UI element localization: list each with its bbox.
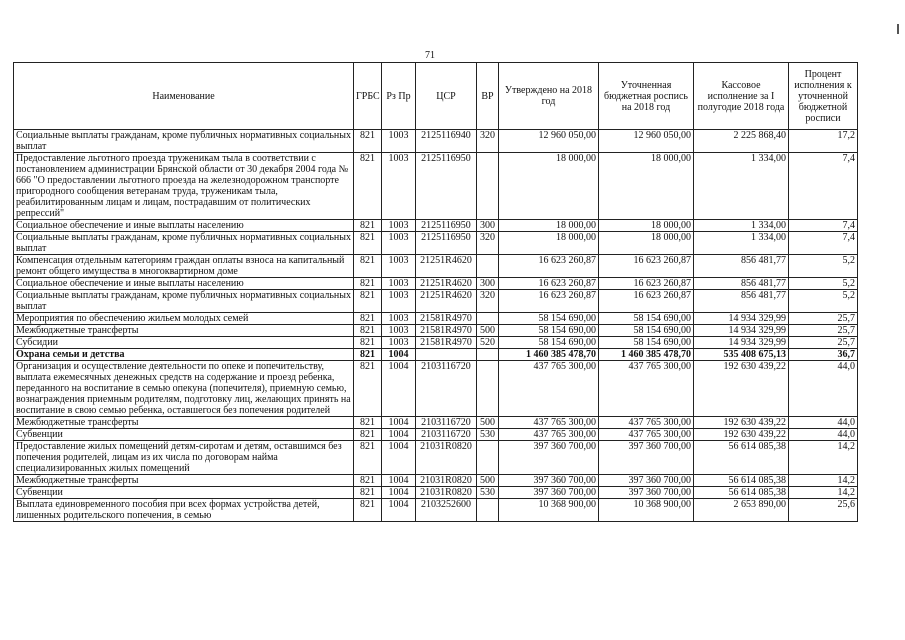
table-row xyxy=(14,499,858,522)
cell-rzpr: 1003 xyxy=(382,130,416,153)
cell-rzpr: 1003 xyxy=(382,278,416,290)
cell-rzpr: 1004 xyxy=(382,361,416,417)
cell-approved: 16 623 260,87 xyxy=(499,278,599,290)
cell-vr xyxy=(477,499,499,522)
cell-grbs: 821 xyxy=(354,349,382,361)
cell-name: Социальные выплаты гражданам, кроме публичных нормативных социальных выплат xyxy=(14,130,354,153)
cell-csr: 2125116950 xyxy=(416,220,477,232)
cell-name: Мероприятия по обеспечению жильем молодых семей xyxy=(14,313,354,325)
cell-refined: 18 000,00 xyxy=(599,232,694,255)
cell-name: Социальные выплаты гражданам, кроме публичных нормативных социальных выплат xyxy=(14,290,354,313)
cell-vr: 320 xyxy=(477,130,499,153)
cell-vr xyxy=(477,361,499,417)
cell-csr: 2125116950 xyxy=(416,232,477,255)
cell-refined: 437 765 300,00 xyxy=(599,417,694,429)
cell-csr: 21031R0820 xyxy=(416,487,477,499)
cell-approved: 16 623 260,87 xyxy=(499,290,599,313)
cell-grbs: 821 xyxy=(354,499,382,522)
cell-percent: 14,2 xyxy=(789,441,858,475)
cell-csr: 21251R4620 xyxy=(416,278,477,290)
cell-executed: 2 653 890,00 xyxy=(694,499,789,522)
cell-grbs: 821 xyxy=(354,417,382,429)
table-row xyxy=(14,153,858,220)
cell-vr: 300 xyxy=(477,220,499,232)
cell-approved: 1 460 385 478,70 xyxy=(499,349,599,361)
cell-name: Охрана семьи и детства xyxy=(14,349,354,361)
cell-percent: 5,2 xyxy=(789,255,858,278)
cell-name: Выплата единовременного пособия при всех формах устройства детей, лишенных родительского попечения, в семью xyxy=(14,499,354,522)
cell-grbs: 821 xyxy=(354,429,382,441)
cell-vr: 300 xyxy=(477,278,499,290)
cell-csr: 21251R4620 xyxy=(416,255,477,278)
cell-vr: 320 xyxy=(477,232,499,255)
cell-refined: 1 460 385 478,70 xyxy=(599,349,694,361)
cell-approved: 437 765 300,00 xyxy=(499,361,599,417)
cell-percent: 5,2 xyxy=(789,290,858,313)
cell-approved: 397 360 700,00 xyxy=(499,441,599,475)
table-row xyxy=(14,220,858,232)
table-row xyxy=(14,278,858,290)
cell-rzpr: 1003 xyxy=(382,337,416,349)
cell-vr xyxy=(477,313,499,325)
cell-grbs: 821 xyxy=(354,487,382,499)
cell-approved: 18 000,00 xyxy=(499,220,599,232)
header-vr: ВР xyxy=(477,63,499,130)
header-approved: Утверждено на 2018 год xyxy=(499,63,599,130)
cell-vr: 500 xyxy=(477,325,499,337)
cell-approved: 437 765 300,00 xyxy=(499,417,599,429)
cell-percent: 44,0 xyxy=(789,429,858,441)
cell-executed: 14 934 329,99 xyxy=(694,325,789,337)
cell-name: Социальные выплаты гражданам, кроме публичных нормативных социальных выплат xyxy=(14,232,354,255)
cell-name: Межбюджетные трансферты xyxy=(14,475,354,487)
header-name: Наименование xyxy=(14,63,354,130)
cell-vr xyxy=(477,349,499,361)
cell-refined: 397 360 700,00 xyxy=(599,487,694,499)
header-refined: Уточненная бюджетная роспись на 2018 год xyxy=(599,63,694,130)
cell-refined: 10 368 900,00 xyxy=(599,499,694,522)
cell-percent: 7,4 xyxy=(789,153,858,220)
cell-percent: 25,6 xyxy=(789,499,858,522)
table-row xyxy=(14,290,858,313)
cell-percent: 7,4 xyxy=(789,232,858,255)
cell-csr: 2125116940 xyxy=(416,130,477,153)
cell-percent: 36,7 xyxy=(789,349,858,361)
cell-csr: 2103252600 xyxy=(416,499,477,522)
table-row xyxy=(14,487,858,499)
cell-approved: 58 154 690,00 xyxy=(499,325,599,337)
cell-executed: 56 614 085,38 xyxy=(694,487,789,499)
cell-executed: 1 334,00 xyxy=(694,220,789,232)
cell-refined: 397 360 700,00 xyxy=(599,475,694,487)
cell-refined: 397 360 700,00 xyxy=(599,441,694,475)
cell-refined: 58 154 690,00 xyxy=(599,313,694,325)
cell-grbs: 821 xyxy=(354,220,382,232)
cell-refined: 437 765 300,00 xyxy=(599,361,694,417)
cell-csr xyxy=(416,349,477,361)
cell-csr: 2103116720 xyxy=(416,361,477,417)
page-number: 71 xyxy=(425,50,435,61)
cell-csr: 21251R4620 xyxy=(416,290,477,313)
header-grbs: ГРБС xyxy=(354,63,382,130)
cell-percent: 7,4 xyxy=(789,220,858,232)
table-row xyxy=(14,429,858,441)
cell-rzpr: 1004 xyxy=(382,429,416,441)
cell-rzpr: 1003 xyxy=(382,325,416,337)
cell-executed: 856 481,77 xyxy=(694,290,789,313)
table-row xyxy=(14,349,858,361)
cell-grbs: 821 xyxy=(354,361,382,417)
cell-rzpr: 1004 xyxy=(382,499,416,522)
cell-grbs: 821 xyxy=(354,255,382,278)
cell-csr: 21581R4970 xyxy=(416,313,477,325)
table-row xyxy=(14,232,858,255)
cell-refined: 16 623 260,87 xyxy=(599,255,694,278)
cell-vr: 500 xyxy=(477,475,499,487)
cell-executed: 14 934 329,99 xyxy=(694,337,789,349)
cell-refined: 16 623 260,87 xyxy=(599,278,694,290)
header-percent: Процент исполнения к уточненной бюджетной росписи xyxy=(789,63,858,130)
table-row xyxy=(14,475,858,487)
table-header-row xyxy=(14,63,858,130)
cell-grbs: 821 xyxy=(354,130,382,153)
cell-percent: 14,2 xyxy=(789,475,858,487)
cell-name: Социальное обеспечение и иные выплаты населению xyxy=(14,220,354,232)
cell-name: Субвенции xyxy=(14,487,354,499)
cell-vr: 530 xyxy=(477,487,499,499)
cell-executed: 56 614 085,38 xyxy=(694,441,789,475)
cell-approved: 397 360 700,00 xyxy=(499,475,599,487)
cell-csr: 21581R4970 xyxy=(416,325,477,337)
cell-csr: 21031R0820 xyxy=(416,475,477,487)
table-row xyxy=(14,255,858,278)
cell-percent: 44,0 xyxy=(789,417,858,429)
cell-vr: 320 xyxy=(477,290,499,313)
cell-rzpr: 1003 xyxy=(382,153,416,220)
cell-name: Межбюджетные трансферты xyxy=(14,325,354,337)
cell-name: Компенсация отдельным категориям граждан оплаты взноса на капитальный ремонт общего имущества в многоквартирном доме xyxy=(14,255,354,278)
cell-csr: 21581R4970 xyxy=(416,337,477,349)
cell-approved: 437 765 300,00 xyxy=(499,429,599,441)
cell-approved: 397 360 700,00 xyxy=(499,487,599,499)
cell-rzpr: 1004 xyxy=(382,475,416,487)
cell-approved: 16 623 260,87 xyxy=(499,255,599,278)
cell-grbs: 821 xyxy=(354,475,382,487)
table-row xyxy=(14,325,858,337)
cell-csr: 21031R0820 xyxy=(416,441,477,475)
cell-executed: 2 225 868,40 xyxy=(694,130,789,153)
cell-percent: 44,0 xyxy=(789,361,858,417)
cell-name: Межбюджетные трансферты xyxy=(14,417,354,429)
cell-executed: 14 934 329,99 xyxy=(694,313,789,325)
cell-rzpr: 1003 xyxy=(382,232,416,255)
cell-executed: 192 630 439,22 xyxy=(694,417,789,429)
cell-executed: 1 334,00 xyxy=(694,153,789,220)
cell-refined: 58 154 690,00 xyxy=(599,325,694,337)
cell-name: Организация и осуществление деятельности по опеке и попечительству, выплата ежемесячных денежных средств на содержание и проезд ребенка, переданного на воспитание в семью опекуна (попечителя), приемную семью, вознаграждения приемным родителям, подготовку лиц, желающих принять на воспитание в свою семью ребенка, оставшегося без попечения родителей xyxy=(14,361,354,417)
cell-rzpr: 1004 xyxy=(382,417,416,429)
cell-vr xyxy=(477,441,499,475)
cell-grbs: 821 xyxy=(354,290,382,313)
cell-percent: 5,2 xyxy=(789,278,858,290)
cell-executed: 1 334,00 xyxy=(694,232,789,255)
cell-executed: 535 408 675,13 xyxy=(694,349,789,361)
scan-mark xyxy=(897,24,899,34)
cell-approved: 10 368 900,00 xyxy=(499,499,599,522)
cell-executed: 192 630 439,22 xyxy=(694,361,789,417)
cell-executed: 192 630 439,22 xyxy=(694,429,789,441)
cell-refined: 437 765 300,00 xyxy=(599,429,694,441)
cell-refined: 12 960 050,00 xyxy=(599,130,694,153)
cell-rzpr: 1004 xyxy=(382,349,416,361)
cell-refined: 18 000,00 xyxy=(599,220,694,232)
cell-approved: 18 000,00 xyxy=(499,232,599,255)
cell-percent: 17,2 xyxy=(789,130,858,153)
cell-vr xyxy=(477,255,499,278)
table-row xyxy=(14,361,858,417)
cell-vr: 500 xyxy=(477,417,499,429)
cell-executed: 856 481,77 xyxy=(694,255,789,278)
cell-grbs: 821 xyxy=(354,325,382,337)
table-row xyxy=(14,130,858,153)
cell-percent: 25,7 xyxy=(789,337,858,349)
header-rzpr: Рз Пр xyxy=(382,63,416,130)
cell-vr xyxy=(477,153,499,220)
cell-approved: 58 154 690,00 xyxy=(499,337,599,349)
cell-vr: 530 xyxy=(477,429,499,441)
cell-grbs: 821 xyxy=(354,232,382,255)
cell-refined: 18 000,00 xyxy=(599,153,694,220)
cell-grbs: 821 xyxy=(354,337,382,349)
cell-name: Предоставление жилых помещений детям-сиротам и детям, оставшимся без попечения родителей, лицам из их числа по договорам найма специализированных жилых помещений xyxy=(14,441,354,475)
header-csr: ЦСР xyxy=(416,63,477,130)
cell-rzpr: 1004 xyxy=(382,487,416,499)
cell-name: Предоставление льготного проезда труженикам тыла в соответствии с постановлением администрации Брянской области от 30 декабря 2004 года № 666 "О предоставлении льготного проезда на железнодорожном транспорте пригородного сообщения ветеранам труда, труженикам тыла, реабилитированным лицам и лицам, пострадавшим от политических репрессий" xyxy=(14,153,354,220)
cell-rzpr: 1003 xyxy=(382,255,416,278)
budget-table xyxy=(13,62,858,522)
cell-vr: 520 xyxy=(477,337,499,349)
cell-rzpr: 1004 xyxy=(382,441,416,475)
header-executed: Кассовое исполнение за I полугодие 2018 года xyxy=(694,63,789,130)
table-row xyxy=(14,417,858,429)
cell-approved: 58 154 690,00 xyxy=(499,313,599,325)
cell-executed: 856 481,77 xyxy=(694,278,789,290)
cell-percent: 25,7 xyxy=(789,313,858,325)
cell-percent: 25,7 xyxy=(789,325,858,337)
cell-executed: 56 614 085,38 xyxy=(694,475,789,487)
cell-refined: 16 623 260,87 xyxy=(599,290,694,313)
cell-percent: 14,2 xyxy=(789,487,858,499)
cell-grbs: 821 xyxy=(354,153,382,220)
table-row xyxy=(14,337,858,349)
cell-approved: 18 000,00 xyxy=(499,153,599,220)
cell-name: Субвенции xyxy=(14,429,354,441)
cell-grbs: 821 xyxy=(354,441,382,475)
cell-grbs: 821 xyxy=(354,313,382,325)
cell-name: Субсидии xyxy=(14,337,354,349)
cell-csr: 2103116720 xyxy=(416,429,477,441)
cell-csr: 2125116950 xyxy=(416,153,477,220)
cell-rzpr: 1003 xyxy=(382,290,416,313)
cell-approved: 12 960 050,00 xyxy=(499,130,599,153)
table-row xyxy=(14,313,858,325)
cell-rzpr: 1003 xyxy=(382,313,416,325)
cell-csr: 2103116720 xyxy=(416,417,477,429)
cell-rzpr: 1003 xyxy=(382,220,416,232)
table-row xyxy=(14,441,858,475)
cell-grbs: 821 xyxy=(354,278,382,290)
cell-refined: 58 154 690,00 xyxy=(599,337,694,349)
cell-name: Социальное обеспечение и иные выплаты населению xyxy=(14,278,354,290)
